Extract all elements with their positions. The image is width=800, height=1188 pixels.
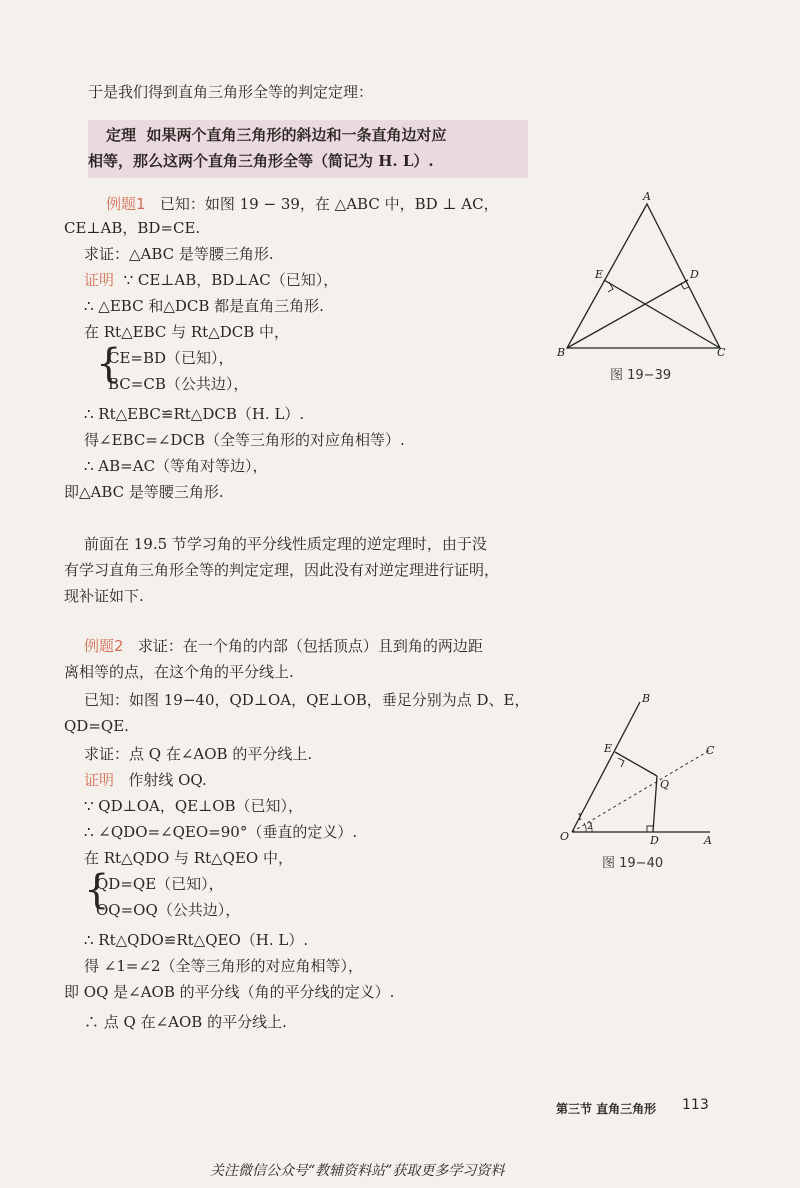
example2-step-8: ∴ 点 Q 在∠AOB 的平分线上.	[84, 1013, 287, 1031]
angle-arc-1	[584, 823, 586, 832]
label-e: E	[595, 268, 604, 281]
example2-step-6: 得 ∠1=∠2（全等三角形的对应角相等），	[84, 957, 364, 975]
label-c: C	[717, 346, 726, 359]
example2-step-1: ∵ QD⊥OA，QE⊥OB（已知），	[84, 797, 304, 815]
example1-prove: 求证：△ABC 是等腰三角形.	[84, 245, 274, 263]
example2-step-5: ∴ Rt△QDO≌Rt△QEO（H. L）.	[84, 931, 309, 949]
label-a2: A	[704, 834, 712, 847]
example1-step-1: ∵ CE⊥AB，BD⊥AC（已知），	[123, 271, 339, 289]
intro-text: 于是我们得到直角三角形全等的判定定理：	[88, 83, 374, 101]
example1-step-5: ∴ Rt△EBC≌Rt△DCB（H. L）.	[84, 405, 305, 423]
figure-19-40	[560, 690, 730, 850]
label-b2: B	[642, 692, 651, 705]
example1-step-3: 在 Rt△EBC 与 Rt△DCB 中，	[84, 323, 290, 341]
segment-qe	[615, 752, 657, 776]
label-o: O	[560, 830, 570, 843]
example2-label: 例题2	[84, 637, 124, 655]
example1-label: 例题1	[106, 195, 146, 213]
label-c2: C	[706, 744, 715, 757]
figure-19-39-caption: 图 19−39	[610, 368, 672, 383]
example2-prove: 求证：点 Q 在∠AOB 的平分线上.	[84, 745, 313, 763]
example2-step-4a: QD=QE（已知），	[96, 875, 224, 893]
page-number: 113	[682, 1097, 709, 1113]
example2-given-2: QD=QE.	[64, 717, 129, 735]
example1-given-line-1	[106, 194, 499, 214]
ray-oc-dashed	[572, 750, 710, 832]
example2-line-1	[84, 636, 483, 656]
watermark-text: 关注微信公众号“教辅资料站”获取更多学习资料	[210, 1163, 505, 1179]
right-angle-e2	[618, 758, 624, 767]
theorem-line-2: 相等，那么这两个直角三角形全等（简记为 H. L）.	[88, 152, 434, 170]
example2-step-7: 即 OQ 是∠AOB 的平分线（角的平分线的定义）.	[64, 983, 395, 1001]
example2-proof-label: 证明	[84, 771, 115, 789]
example1-proof-line-1	[84, 270, 338, 290]
theorem-label: 定理	[106, 126, 137, 144]
example1-proof-label: 证明	[84, 271, 115, 289]
figure-19-40-caption: 图 19−40	[602, 856, 664, 871]
example1-step-6: 得∠EBC=∠DCB（全等三角形的对应角相等）.	[84, 431, 405, 449]
example1-brace: {	[96, 341, 122, 387]
example2-step-0: 作射线 OQ.	[128, 771, 207, 789]
label-angle-2: 2	[587, 822, 593, 832]
example1-step-7: ∴ AB=AC（等角对等边），	[84, 457, 268, 475]
para-line-1: 前面在 19.5 节学习角的平分线性质定理的逆定理时，由于没	[84, 535, 487, 553]
example2-proof-line	[84, 770, 207, 790]
label-angle-1: 1	[577, 813, 583, 823]
example1-step-8: 即△ABC 是等腰三角形.	[64, 483, 224, 501]
theorem-text-1: 如果两个直角三角形的斜边和一条直角边对应	[146, 126, 447, 144]
para-line-3: 现补证如下.	[64, 587, 144, 605]
example2-step-2: ∴ ∠QDO=∠QEO=90°（垂直的定义）.	[84, 823, 358, 841]
label-a: A	[643, 190, 651, 203]
label-d2: D	[650, 834, 659, 847]
example1-given-1: 已知：如图 19 − 39，在 △ABC 中，BD ⊥ AC，	[159, 195, 499, 213]
example1-step-4b: BC=CB（公共边），	[108, 375, 249, 393]
segment-qd	[653, 776, 657, 832]
footer-section: 第三节 直角三角形	[556, 1102, 657, 1116]
example1-step-4a: CE=BD（已知），	[108, 349, 234, 367]
example1-step-2: ∴ △EBC 和△DCB 都是直角三角形.	[84, 297, 324, 315]
label-q: Q	[660, 778, 670, 791]
example2-step-4b: OQ=OQ（公共边），	[96, 901, 241, 919]
example1-given-2: CE⊥AB，BD=CE.	[64, 219, 201, 237]
theorem-line-1	[106, 125, 446, 145]
figure-19-39	[555, 190, 745, 360]
label-e2: E	[604, 742, 613, 755]
example2-step-3: 在 Rt△QDO 与 Rt△QEO 中，	[84, 849, 293, 867]
label-b: B	[557, 346, 566, 359]
example2-given-1: 已知：如图 19−40，QD⊥OA，QE⊥OB，垂足分别为点 D、E，	[84, 691, 530, 709]
right-angle-d2	[647, 826, 653, 832]
example2-brace: {	[84, 867, 110, 913]
example2-text-1: 求证：在一个角的内部（包括顶点）且到角的两边距	[137, 637, 483, 655]
para-line-2: 有学习直角三角形全等的判定定理，因此没有对逆定理进行证明，	[64, 561, 500, 579]
example2-text-2: 离相等的点，在这个角的平分线上.	[64, 663, 294, 681]
label-d: D	[690, 268, 699, 281]
